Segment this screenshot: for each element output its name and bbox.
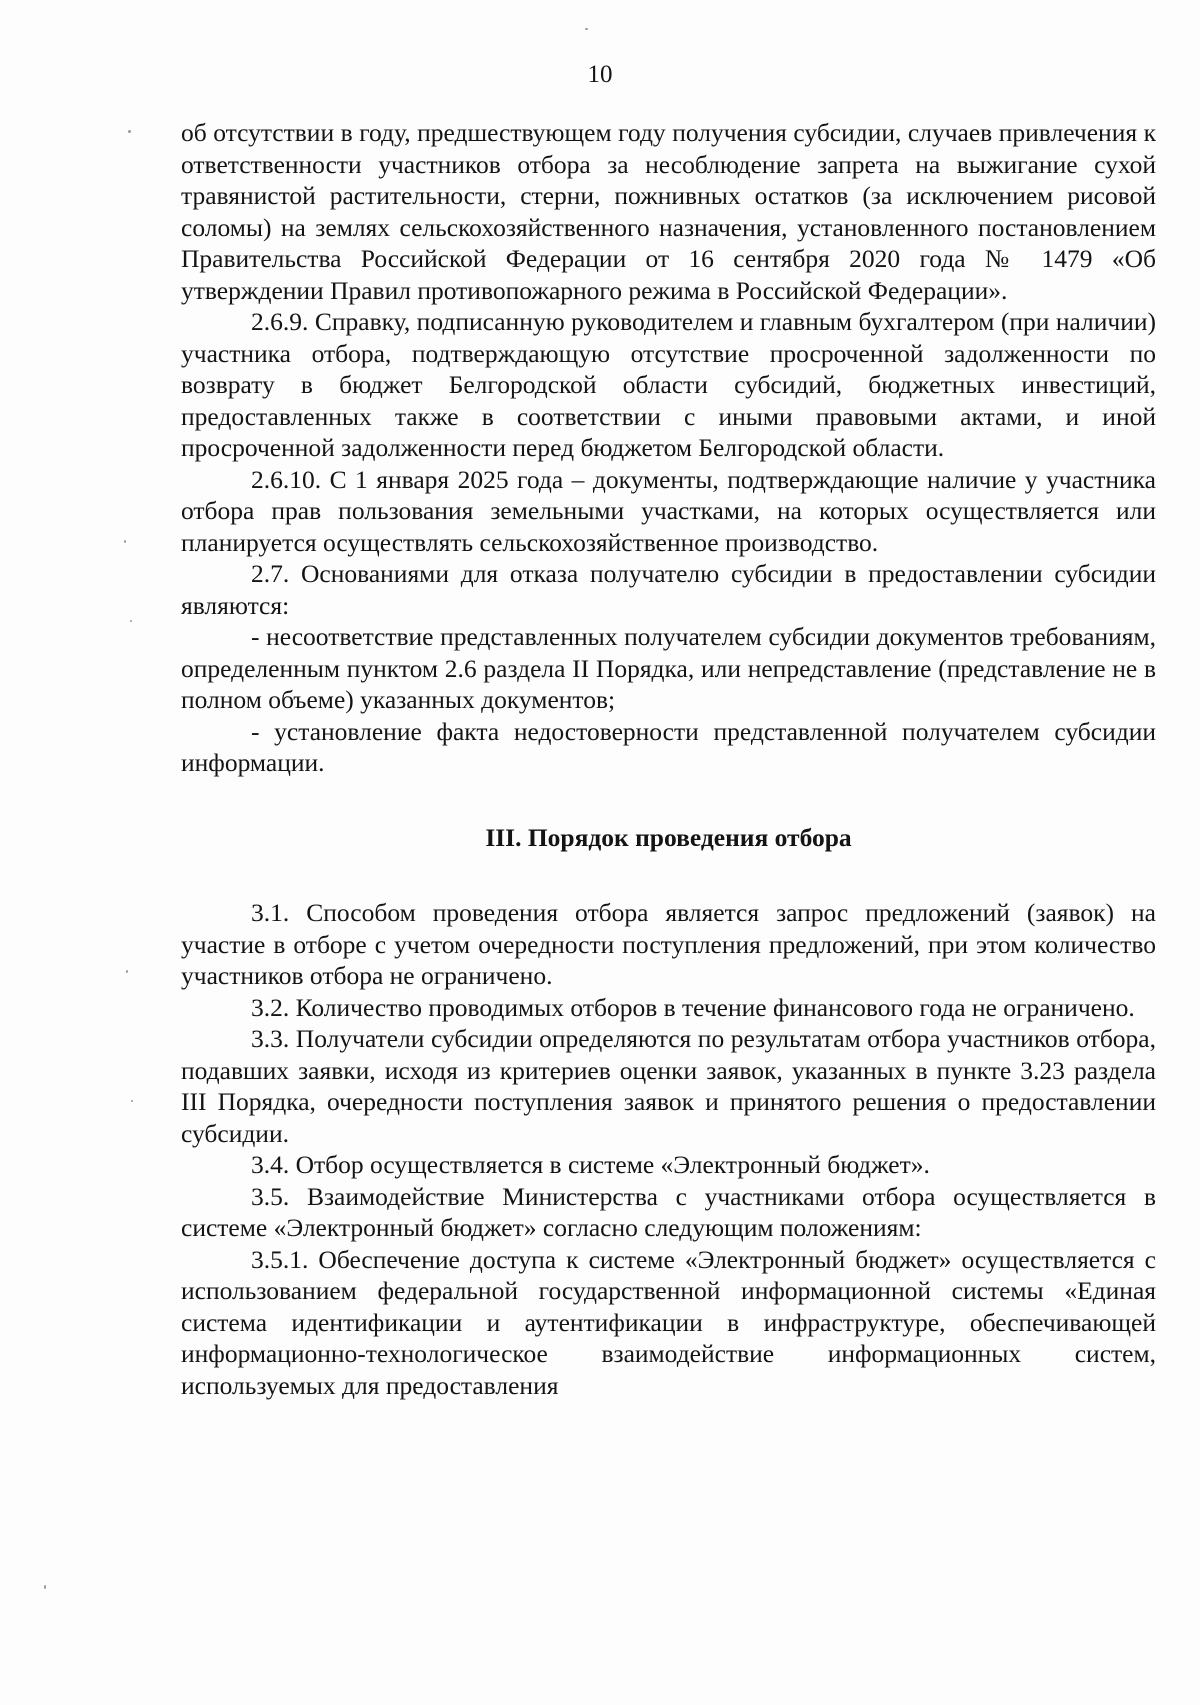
paragraphs-before-section: [181, 117, 1156, 779]
paragraph: 3.5.1. Обеспечение доступа к системе «Электронный бюджет» осуществляется с использованием федеральной государственной информационной системы «Единая система идентификации и аутентификации в инфраструктуре, обеспечивающей информационно-технологическое взаимодействие информационных систем, используемых для предоставления: [181, 1244, 1156, 1400]
paragraph: 3.3. Получатели субсидии определяются по результатам отбора участников отбора, подавших заявки, исходя из критериев оценки заявок, указанных в пункте 3.23 раздела III Порядка, очередности поступления заявок и принятого решения о предоставлении субсидии.: [181, 1024, 1156, 1148]
scan-speck: [44, 1585, 46, 1589]
scan-speck: [126, 970, 128, 973]
scan-speck: [128, 130, 131, 133]
paragraph: об отсутствии в году, предшествующем году получения субсидии, случаев привлечения к ответственности участников отбора за несоблюдение запрета на выжигание сухой травянистой растительности, стерни, пожнивных остатков (за исключением рисовой соломы) на землях сельскохозяйственного назначения, установленного постановлением Правительства Российской Федерации от 16 сентября 2020 года № 1479 «Об утверждении Правил противопожарного режима в Российской Федерации».: [181, 118, 1156, 305]
scan-speck: [130, 620, 132, 622]
scan-speck: [585, 28, 588, 30]
scan-speck: [124, 540, 126, 543]
scan-speck: [131, 1100, 133, 1102]
page-number: 10: [587, 61, 613, 88]
paragraphs-after-section: [181, 897, 1156, 1401]
paragraph: 2.6.10. С 1 января 2025 года – документы, подтверждающие наличие у участника отбора прав пользования земельными участками, на которых осуществляется или планируется осуществлять сельскохозяйственное производство.: [181, 464, 1156, 557]
paragraph: 3.1. Способом проведения отбора является запрос предложений (заявок) на участие в отборе с учетом очередности поступления предложений, при этом количество участников отбора не ограничено.: [181, 898, 1156, 990]
paragraph: 3.5. Взаимодействие Министерства с участниками отбора осуществляется в системе «Электронный бюджет» согласно следующим положениям:: [181, 1181, 1156, 1242]
paragraph: 3.2. Количество проводимых отборов в течение финансового года не ограничено.: [251, 992, 1135, 1022]
paragraph: - установление факта недостоверности представленной получателем субсидии информации.: [181, 716, 1156, 777]
section-heading: III. Порядок проведения отбора: [485, 822, 852, 852]
paragraph: 2.7. Основаниями для отказа получателю субсидии в предоставлении субсидии являются:: [181, 559, 1156, 620]
document-body: [181, 117, 1156, 1401]
paragraph: 2.6.9. Справку, подписанную руководителем и главным бухгалтером (при наличии) участника отбора, подтверждающую отсутствие просроченной задолженности по возврату в бюджет Белгородской области субсидий, бюджетных инвестиций, предоставленных также в соответствии с иными правовыми актами, и иной просроченной задолженности перед бюджетом Белгородской области.: [181, 307, 1156, 462]
paragraph: - несоответствие представленных получателем субсидии документов требованиям, определенным пунктом 2.6 раздела II Порядка, или непредставление (представление не в полном объеме) указанных документов;: [181, 622, 1156, 714]
paragraph: 3.4. Отбор осуществляется в системе «Электронный бюджет».: [251, 1150, 930, 1179]
